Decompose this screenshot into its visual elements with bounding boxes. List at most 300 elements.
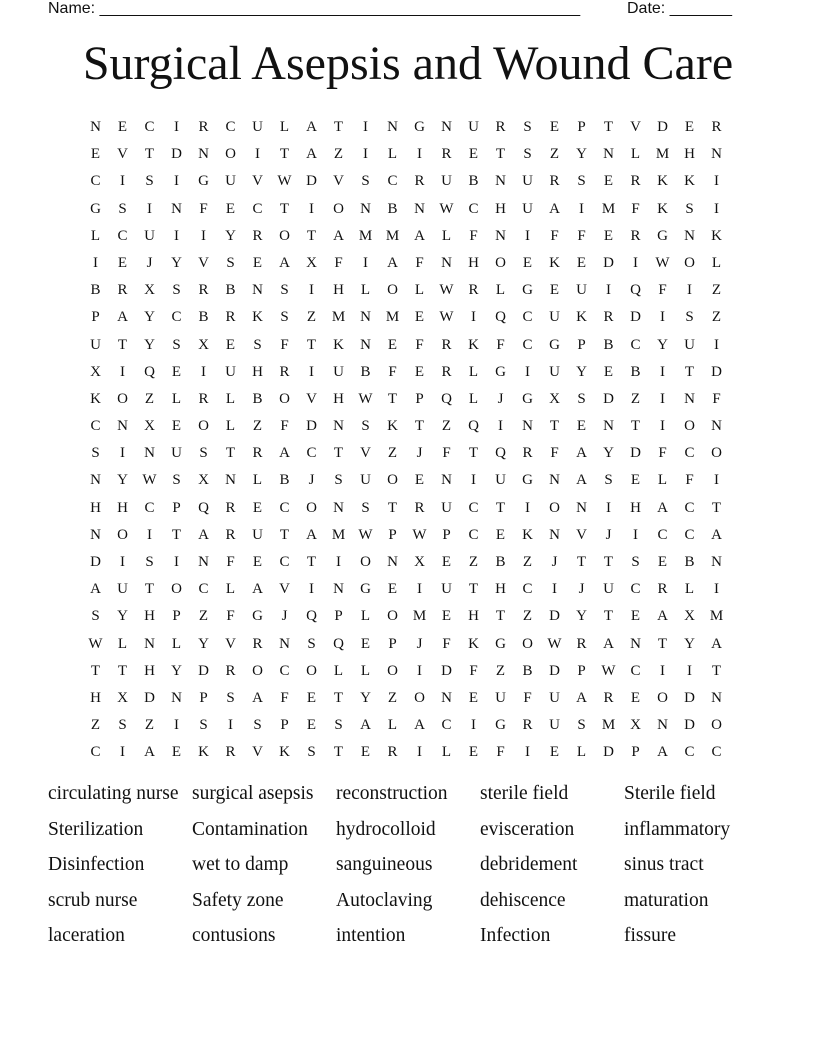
grid-letter: I [174,227,179,244]
letter-grid [82,114,730,767]
grid-letter: E [657,554,668,570]
word-bank-item: debridement [480,854,578,875]
grid-letter: D [441,662,452,679]
grid-letter: S [199,445,208,462]
grid-letter: H [90,499,101,516]
grid-letter: F [469,662,478,679]
grid-letter: U [549,717,560,734]
grid-letter: S [685,309,694,326]
grid-letter: Z [522,554,533,570]
grid-letter: O [711,717,722,734]
grid-letter: R [630,173,641,190]
grid-letter: X [414,554,425,570]
grid-letter: D [684,689,695,706]
grid-letter: E [576,418,587,435]
grid-letter: J [551,554,558,570]
grid-letter: I [120,554,125,570]
grid-letter: L [576,744,587,761]
grid-letter: R [711,119,722,135]
word-bank-item: hydrocolloid [336,818,436,840]
grid-letter: T [333,119,344,135]
grid-letter: T [576,554,587,570]
grid-letter: C [198,581,209,598]
grid-letter: Z [522,608,533,625]
grid-letter: E [306,717,317,734]
grid-letter: L [387,717,398,734]
grid-letter: L [117,635,128,652]
grid-letter: F [280,689,289,706]
grid-letter: T [711,499,722,516]
grid-letter: C [144,119,155,135]
grid-letter: P [172,499,181,516]
header [48,0,748,18]
grid-letter: S [145,554,154,570]
grid-letter: D [711,363,722,380]
grid-letter: P [388,526,397,543]
grid-letter: R [441,336,452,353]
grid-letter: E [468,146,479,163]
grid-letter: C [441,717,452,734]
grid-letter: O [684,418,695,435]
grid-letter: K [657,200,668,217]
grid-letter: B [225,282,236,299]
grid-letter: C [279,499,290,516]
grid-letter: R [198,119,209,135]
word-bank-item: surgical asepsis [192,783,314,804]
grid-letter: T [306,227,317,244]
name-field-label: Name: ______________________________________________________ [48,0,581,17]
grid-letter: A [117,309,128,326]
grid-letter: S [334,717,343,734]
grid-letter: R [225,499,236,516]
word-bank-item: maturation [624,889,709,911]
grid-letter: T [549,418,560,435]
grid-letter: C [117,227,128,244]
grid-letter: E [522,254,533,271]
grid-letter: X [684,608,695,625]
grid-letter: W [547,635,562,652]
grid-letter: A [711,526,722,543]
grid-letter: H [333,282,344,299]
grid-letter: J [416,445,423,462]
grid-letter: C [306,445,317,462]
grid-letter: O [387,472,398,489]
word-bank-item: sinus tract [624,854,704,875]
grid-letter: N [441,689,452,706]
grid-letter: S [91,445,100,462]
grid-letter: U [441,173,452,190]
grid-letter: Y [576,363,587,380]
grid-letter: C [468,526,479,543]
grid-letter: I [93,254,98,271]
grid-letter: U [576,282,587,299]
grid-letter: A [90,581,101,598]
grid-letter: L [468,390,479,407]
word-bank-item: Disinfection [48,854,145,875]
grid-letter: N [144,635,155,652]
grid-letter: L [333,662,344,679]
grid-letter: R [117,282,128,299]
grid-letter: H [90,689,101,706]
grid-letter: T [333,744,344,761]
grid-letter: N [441,472,452,489]
grid-letter: C [630,336,641,353]
grid-letter: R [441,363,452,380]
grid-letter: V [360,445,371,462]
grid-letter: I [363,146,368,163]
grid-letter: P [577,336,586,353]
grid-letter: B [198,309,209,326]
grid-letter: P [388,635,397,652]
grid-letter: R [198,282,209,299]
grid-letter: C [90,744,101,761]
grid-letter: L [630,146,641,163]
grid-letter: S [172,472,181,489]
grid-letter: O [279,227,290,244]
grid-letter: Z [252,418,263,435]
grid-letter: W [655,254,670,271]
grid-letter: N [360,309,371,326]
grid-letter: Q [306,608,317,625]
grid-letter: N [711,689,722,706]
grid-letter: I [687,662,692,679]
grid-letter: Y [144,336,155,353]
grid-letter: S [172,282,181,299]
grid-letter: T [90,662,101,679]
grid-letter: I [174,119,179,135]
grid-letter: E [414,472,425,489]
grid-letter: D [306,418,317,435]
grid-letter: K [387,418,398,435]
grid-letter: E [252,499,263,516]
grid-letter: G [657,227,668,244]
grid-letter: O [252,662,263,679]
grid-letter: V [117,146,128,163]
grid-letter: N [387,119,398,135]
grid-letter: S [91,608,100,625]
grid-letter: Z [711,282,722,299]
grid-letter: A [576,445,587,462]
grid-letter: I [714,336,719,353]
grid-letter: T [117,662,128,679]
grid-letter: R [630,227,641,244]
grid-letter: F [496,336,505,353]
grid-letter: T [711,662,722,679]
grid-letter: P [577,119,586,135]
grid-letter: Z [387,689,398,706]
grid-letter: K [522,526,533,543]
grid-letter: I [201,363,206,380]
word-bank-item: Contamination [192,818,308,840]
grid-letter: Z [711,309,722,326]
grid-letter: C [684,445,695,462]
grid-letter: S [118,717,127,734]
grid-letter: E [414,363,425,380]
grid-letter: M [412,608,427,625]
grid-letter: U [90,336,101,353]
grid-letter: R [468,282,479,299]
grid-letter: I [714,173,719,190]
grid-letter: O [387,662,398,679]
grid-letter: I [525,744,530,761]
grid-letter: N [441,254,452,271]
grid-letter: Z [198,608,209,625]
grid-letter: F [442,635,451,652]
grid-letter: S [280,282,289,299]
grid-letter: U [468,119,479,135]
grid-letter: A [576,472,587,489]
grid-letter: B [603,336,614,353]
grid-letter: V [630,119,641,135]
word-bank-item: dehiscence [480,889,566,911]
grid-letter: B [387,200,398,217]
grid-letter: A [252,689,263,706]
grid-letter: N [198,146,209,163]
grid-letter: W [439,309,454,326]
grid-letter: G [495,717,506,734]
grid-letter: U [225,173,236,190]
grid-letter: P [172,608,181,625]
grid-letter: H [468,254,479,271]
grid-letter: A [387,254,398,271]
grid-letter: W [142,472,157,489]
grid-letter: Z [144,390,155,407]
grid-letter: O [387,282,398,299]
grid-letter: O [684,254,695,271]
grid-letter: C [171,309,182,326]
grid-letter: A [144,744,155,761]
grid-letter: T [603,608,614,625]
grid-letter: D [144,689,155,706]
grid-letter: I [174,717,179,734]
grid-letter: W [277,173,292,190]
grid-letter: E [468,744,479,761]
grid-letter: R [414,499,425,516]
grid-letter: T [279,200,290,217]
word-bank-item: inflammatory [624,818,731,840]
grid-letter: J [146,254,153,271]
grid-letter: A [198,526,209,543]
grid-letter: G [90,200,101,217]
grid-letter: M [655,146,670,163]
grid-letter: J [605,526,612,543]
grid-letter: F [658,282,667,299]
grid-letter: T [333,445,344,462]
grid-letter: U [252,526,263,543]
grid-letter: Y [117,608,128,625]
grid-letter: R [441,146,452,163]
grid-letter: E [360,635,371,652]
grid-letter: B [630,363,641,380]
grid-letter: X [144,282,155,299]
grid-letter: F [685,472,694,489]
grid-letter: M [601,200,616,217]
grid-letter: T [657,635,668,652]
grid-letter: H [117,499,128,516]
word-bank [48,776,768,954]
grid-letter: N [360,336,371,353]
word-bank-item: Sterile field [624,783,716,804]
grid-letter: V [333,173,344,190]
grid-letter: I [660,418,665,435]
grid-letter: S [631,554,640,570]
grid-letter: R [225,744,236,761]
grid-letter: A [252,581,263,598]
grid-letter: O [333,200,344,217]
grid-letter: U [522,200,533,217]
grid-letter: R [414,173,425,190]
grid-letter: V [279,581,290,598]
grid-letter: S [199,717,208,734]
grid-letter: C [711,744,722,761]
grid-letter: B [360,363,371,380]
grid-letter: E [171,363,182,380]
grid-letter: Y [684,635,695,652]
grid-letter: S [145,173,154,190]
grid-letter: L [90,227,101,244]
grid-letter: J [578,581,585,598]
grid-letter: E [414,309,425,326]
grid-letter: R [603,309,614,326]
grid-letter: A [360,717,371,734]
grid-letter: I [120,173,125,190]
grid-letter: A [306,119,317,135]
grid-letter: L [171,635,182,652]
grid-letter: N [495,173,506,190]
grid-letter: T [495,499,506,516]
grid-letter: W [88,635,103,652]
grid-letter: S [523,119,532,135]
grid-letter: Z [630,390,641,407]
grid-letter: E [225,336,236,353]
grid-letter: I [714,200,719,217]
grid-letter: N [252,282,263,299]
grid-letter: I [120,363,125,380]
grid-letter: G [522,390,533,407]
grid-letter: K [657,173,668,190]
grid-letter: N [576,499,587,516]
grid-letter: I [417,662,422,679]
grid-letter: S [361,173,370,190]
grid-letter: U [495,472,506,489]
grid-letter: N [90,526,101,543]
grid-letter: O [279,390,290,407]
grid-letter: F [550,227,559,244]
grid-letter: S [307,744,316,761]
grid-letter: U [144,227,155,244]
word-bank-item: Safety zone [192,889,284,911]
grid-letter: I [660,363,665,380]
grid-letter: W [439,282,454,299]
word-bank-item: intention [336,925,406,946]
grid-letter: E [306,689,317,706]
grid-letter: T [279,526,290,543]
grid-letter: C [684,526,695,543]
grid-letter: N [171,200,182,217]
grid-letter: E [603,227,614,244]
grid-letter: I [660,662,665,679]
page-title: Surgical Asepsis and Wound Care [82,37,734,90]
grid-letter: X [144,418,155,435]
grid-letter: N [441,119,452,135]
grid-letter: O [657,689,668,706]
grid-letter: S [172,336,181,353]
grid-letter: I [633,526,638,543]
grid-letter: K [252,309,263,326]
grid-letter: P [415,390,424,407]
word-bank-item: Autoclaving [336,889,433,911]
grid-letter: N [414,200,425,217]
grid-letter: I [498,418,503,435]
grid-letter: I [417,146,422,163]
grid-letter: V [225,635,236,652]
grid-letter: W [358,390,373,407]
grid-letter: T [225,445,236,462]
grid-letter: Q [333,635,344,652]
grid-letter: L [414,282,425,299]
grid-letter: F [280,418,289,435]
grid-letter: S [523,146,532,163]
grid-letter: N [603,146,614,163]
grid-letter: N [684,390,695,407]
grid-letter: H [684,146,695,163]
grid-letter: L [360,282,371,299]
grid-letter: N [711,554,722,570]
grid-letter: Z [306,309,317,326]
grid-letter: E [495,526,506,543]
grid-letter: S [253,717,262,734]
grid-letter: E [90,146,101,163]
grid-letter: U [549,689,560,706]
grid-letter: Y [657,336,668,353]
grid-letter: Z [144,717,155,734]
grid-letter: T [495,146,506,163]
grid-letter: T [603,119,614,135]
grid-letter: C [90,418,101,435]
grid-letter: H [630,499,641,516]
grid-letter: S [226,254,235,271]
grid-letter: Y [576,608,587,625]
grid-letter: T [306,554,317,570]
grid-letter: Z [90,717,101,734]
grid-letter: Q [198,499,209,516]
grid-letter: L [495,282,506,299]
grid-letter: S [361,499,370,516]
grid-letter: S [307,635,316,652]
grid-letter: R [252,227,263,244]
grid-letter: U [252,119,263,135]
grid-letter: L [657,472,668,489]
grid-letter: X [630,717,641,734]
grid-letter: I [525,499,530,516]
grid-letter: T [387,390,398,407]
grid-letter: C [279,662,290,679]
grid-letter: I [579,200,584,217]
grid-letter: Z [495,662,506,679]
grid-letter: Y [603,445,614,462]
grid-letter: N [333,418,344,435]
grid-letter: N [171,689,182,706]
grid-letter: J [308,472,315,489]
grid-letter: M [331,309,346,326]
grid-letter: F [658,445,667,462]
grid-letter: C [630,581,641,598]
grid-letter: C [252,200,263,217]
grid-letter: E [171,744,182,761]
grid-letter: B [279,472,290,489]
grid-letter: P [577,662,586,679]
word-bank-item: sterile field [480,783,569,804]
